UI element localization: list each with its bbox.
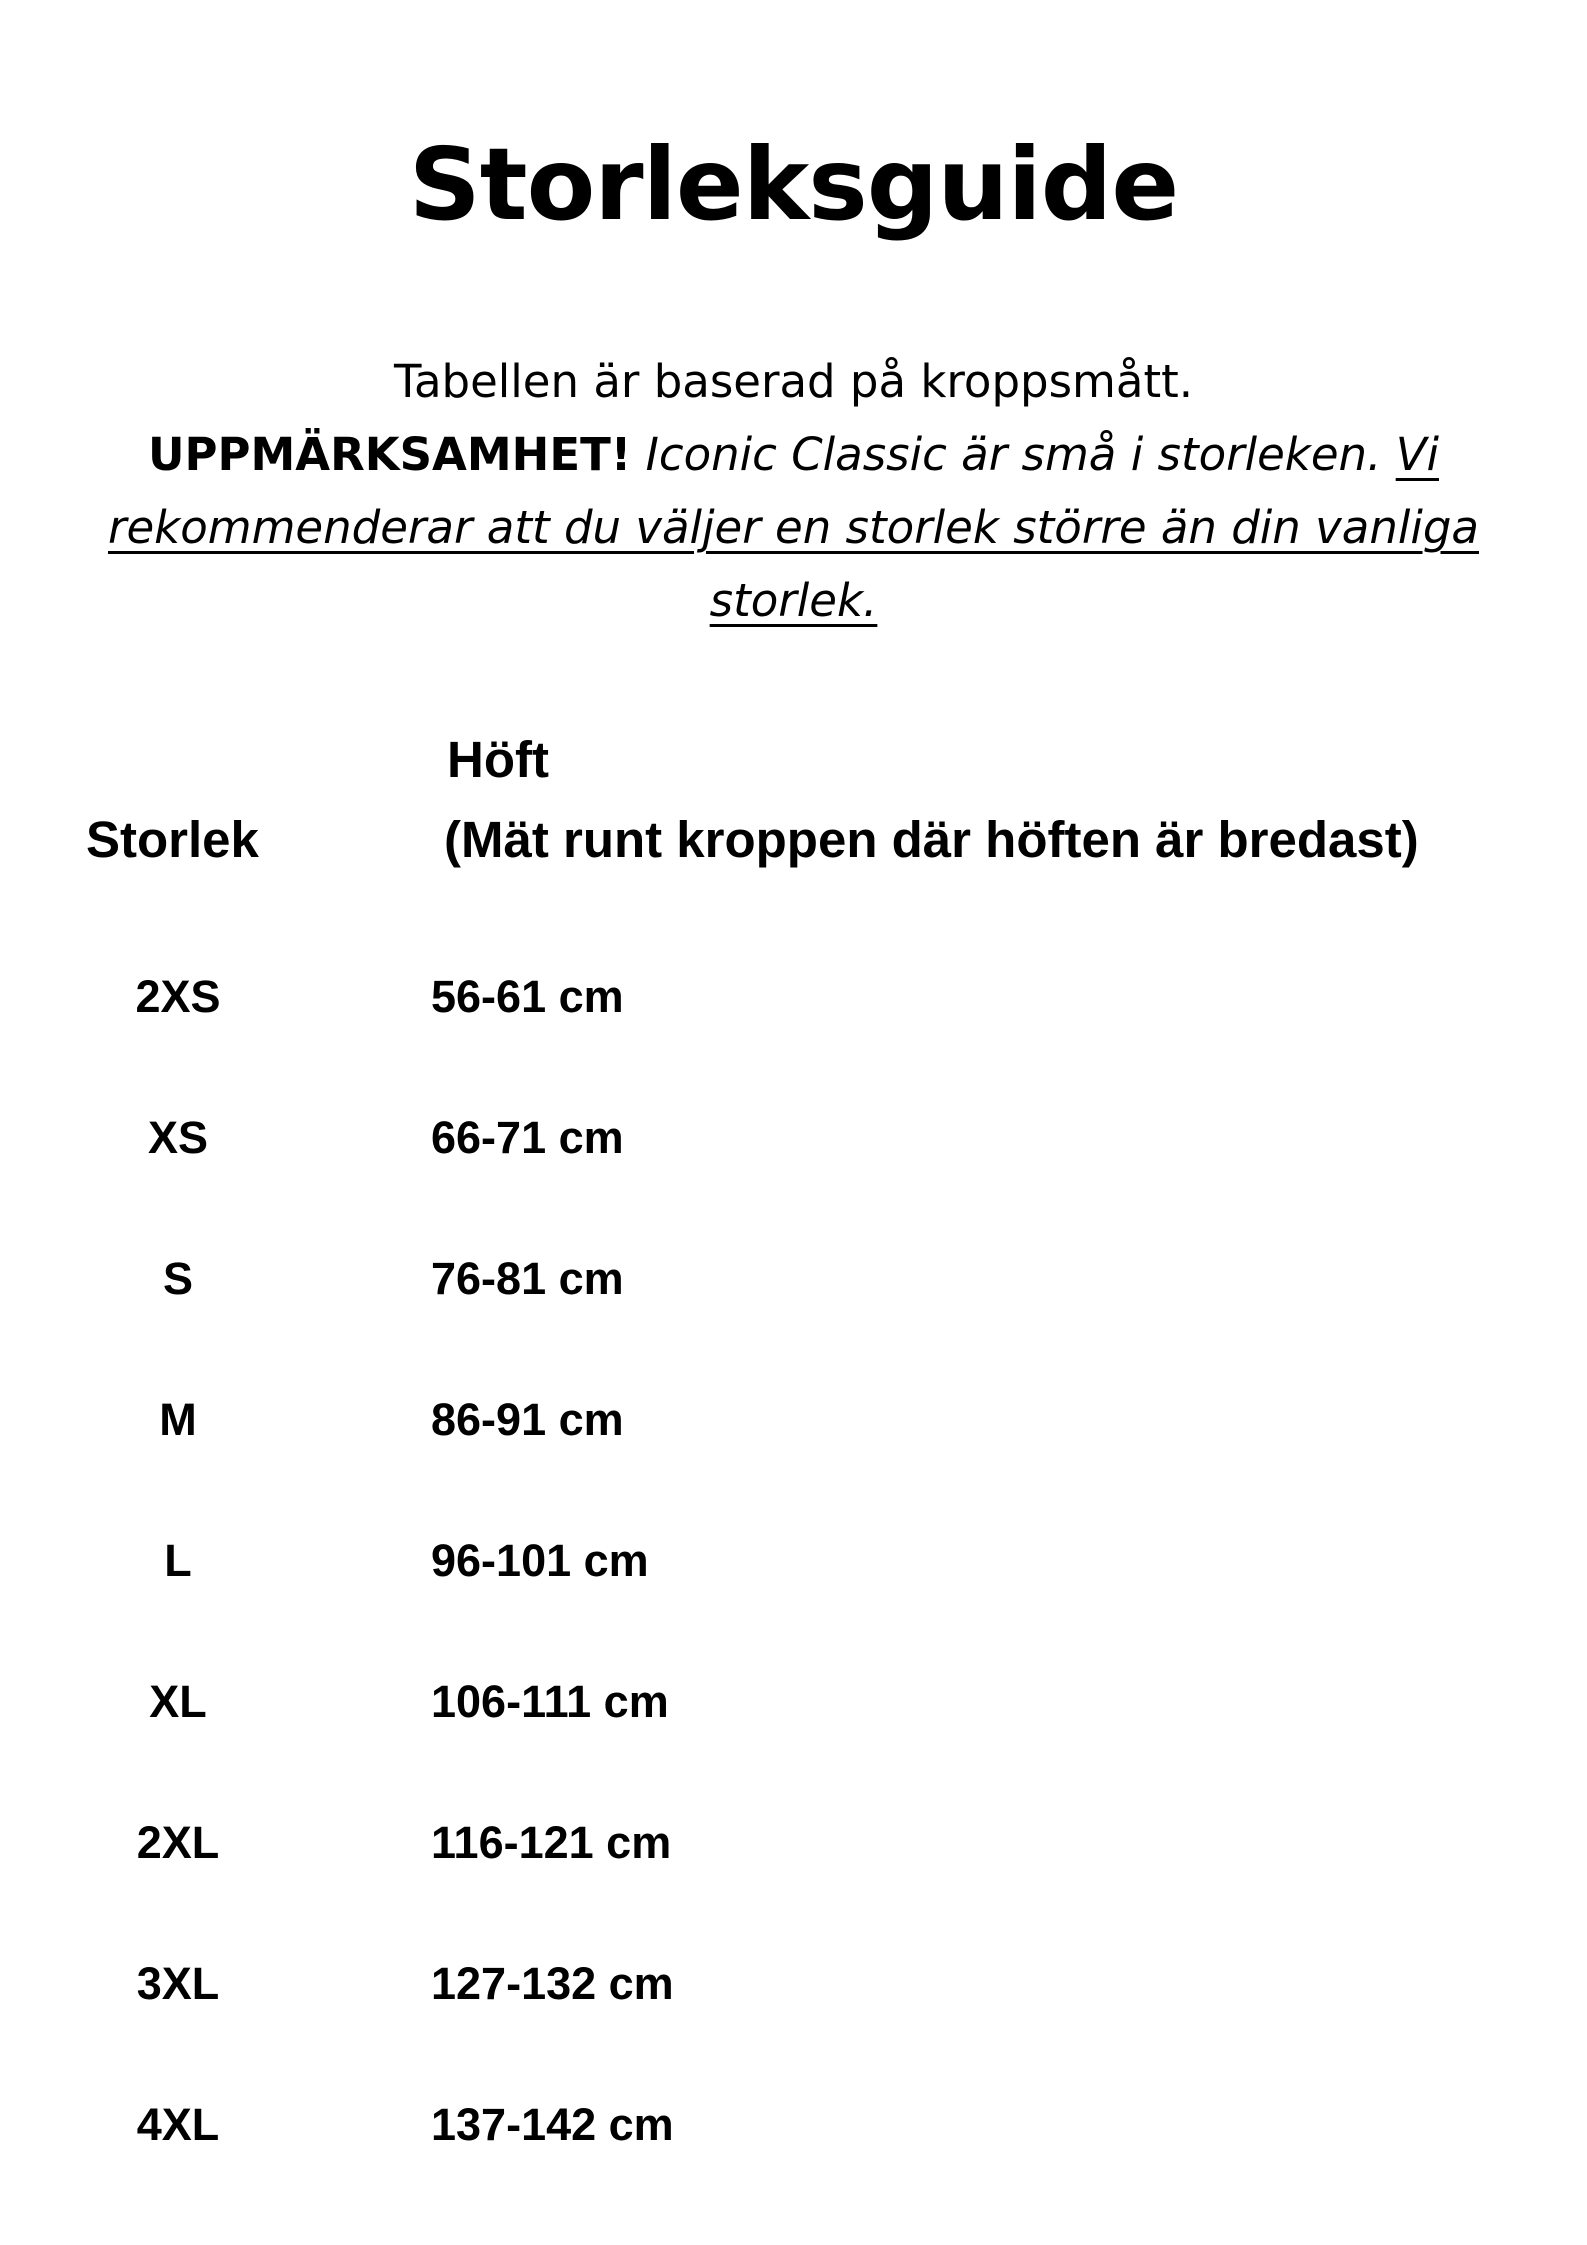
intro-line: Tabellen är baserad på kroppsmått. xyxy=(393,355,1194,408)
table-row xyxy=(0,1229,1587,1370)
hip-cell: 56-61 cm xyxy=(431,971,624,1022)
table-row xyxy=(0,1088,1587,1229)
size-column-header: Storlek xyxy=(86,811,259,868)
size-cell: 4XL xyxy=(136,2099,220,2150)
intro-text xyxy=(40,345,1547,637)
table-row xyxy=(0,1370,1587,1511)
table-row xyxy=(0,2075,1587,2216)
hip-column-header xyxy=(444,720,1419,880)
size-cell: 3XL xyxy=(136,1958,220,2009)
size-cell: XL xyxy=(149,1676,207,1727)
size-cell: 2XS xyxy=(135,971,221,1022)
hip-cell: 106-111 cm xyxy=(431,1676,669,1727)
size-cell: M xyxy=(159,1394,197,1445)
warning-label: UPPMÄRKSAMHET! xyxy=(148,428,632,481)
hip-cell: 127-132 cm xyxy=(431,1958,674,2009)
table-row xyxy=(0,1511,1587,1652)
size-cell: XS xyxy=(147,1112,209,1163)
size-cell: 2XL xyxy=(136,1817,220,1868)
hip-cell: 116-121 cm xyxy=(431,1817,672,1868)
size-cell: S xyxy=(162,1253,193,1304)
page-title: Storleksguide xyxy=(408,126,1179,243)
hip-cell: 137-142 cm xyxy=(431,2099,674,2150)
table-row xyxy=(0,1652,1587,1793)
size-recommendation: Vi rekommenderar att du väljer en storlek större än din vanliga storlek. xyxy=(107,428,1479,627)
table-row xyxy=(0,947,1587,1088)
hip-header-label: Höft xyxy=(447,731,549,788)
hip-cell: 76-81 cm xyxy=(431,1253,624,1304)
size-table-body xyxy=(0,947,1587,2216)
table-row xyxy=(0,1934,1587,2075)
table-row xyxy=(0,1793,1587,1934)
hip-cell: 96-101 cm xyxy=(431,1535,649,1586)
hip-cell: 86-91 cm xyxy=(431,1394,624,1445)
hip-measure-note: (Mät runt kroppen där höften är bredast) xyxy=(444,811,1419,868)
size-cell: L xyxy=(164,1535,192,1586)
sizing-note: Iconic Classic är små i storleken. xyxy=(631,428,1396,481)
hip-cell: 66-71 cm xyxy=(431,1112,624,1163)
